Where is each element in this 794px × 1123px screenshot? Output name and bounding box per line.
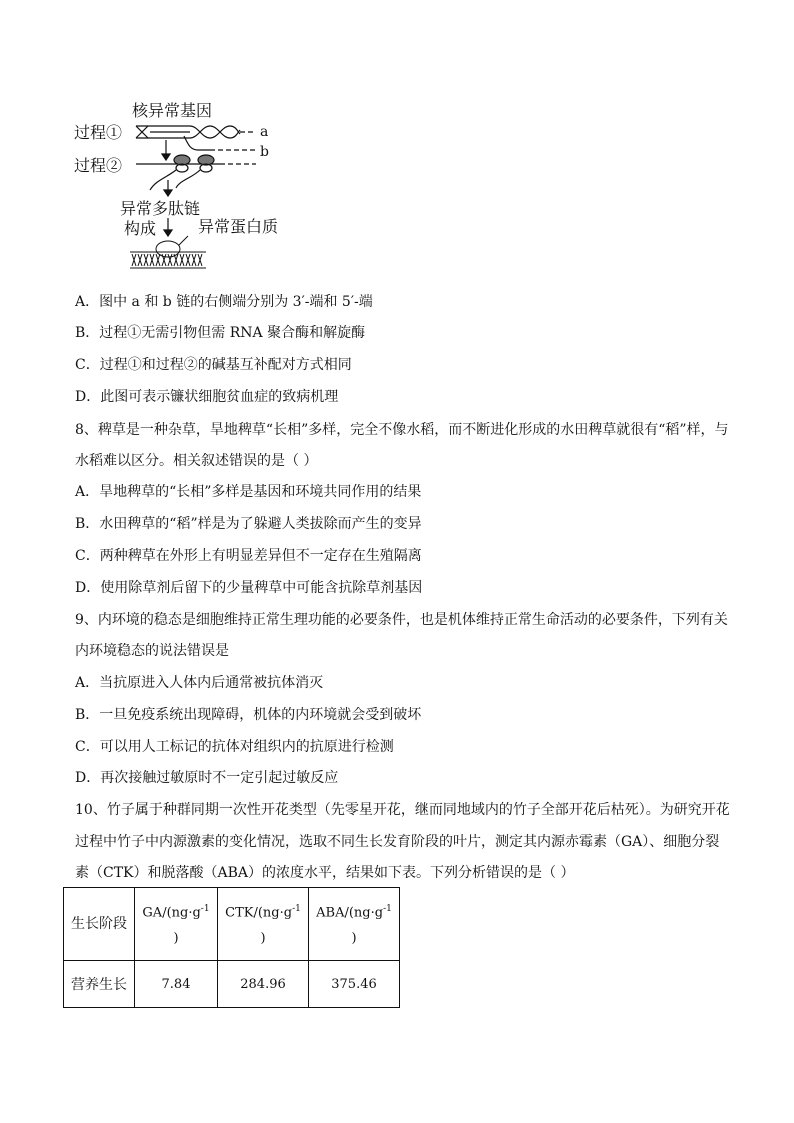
header-ctk [218, 888, 309, 961]
hormone-table [63, 887, 400, 1008]
q8-option-b: B．水田稗草的“稻”样是为了躲避人类拔除而产生的变异 [75, 516, 422, 532]
process1-label: 过程① [74, 123, 123, 142]
header-ga-text: GA/(ng·g [142, 905, 201, 921]
gene-expression-diagram [70, 98, 310, 278]
q7-option-c: C．过程①和过程②的碱基互补配对方式相同 [75, 357, 352, 373]
arrow-down-icon [162, 140, 170, 160]
header-ctk-close: ) [260, 931, 266, 947]
header-ctk-text: CTK/(ng·g [225, 905, 293, 921]
header-ga [135, 888, 218, 961]
q7-option-b: B．过程①无需引物但需 RNA 聚合酶和解旋酶 [75, 325, 366, 341]
header-aba-sup: -1 [383, 903, 392, 914]
q9-stem-line1: 9、内环境的稳态是细胞维持正常生理功能的必要条件，也是机体维持正常生命活动的必要条件，下列有关 [75, 612, 728, 628]
header-aba-close: ) [351, 931, 357, 947]
ribosome-icon [136, 155, 256, 190]
q8-option-d: D．使用除草剂后留下的少量稗草中可能含抗除草剂基因 [75, 580, 423, 596]
cell-aba: 375.46 [309, 961, 400, 1008]
strand-b-label: b [260, 144, 269, 160]
table-row [64, 961, 400, 1008]
q9-option-c: C．可以用人工标记的抗体对组织内的抗原进行检测 [75, 739, 394, 755]
strand-a-label: a [260, 124, 269, 140]
table-header-row [64, 888, 400, 961]
q10-stem-line3: 素（CTK）和脱落酸（ABA）的浓度水平，结果如下表。下列分析错误的是（ ） [75, 865, 575, 881]
process2-label: 过程② [74, 156, 123, 175]
cell-ctk: 284.96 [218, 961, 309, 1008]
gene-expression-figure [70, 98, 310, 278]
header-aba [309, 888, 400, 961]
header-aba-text: ABA/(ng·g [316, 905, 384, 921]
figure-title: 核异常基因 [132, 101, 213, 120]
q9-option-a: A．当抗原进入人体内后通常被抗体消灭 [75, 675, 324, 691]
q9-option-d: D．再次接触过敏原时不一定引起过敏反应 [75, 770, 339, 786]
q10-stem-line1: 10、竹子属于种群同期一次性开花类型（先零星开花，继而同地域内的竹子全部开花后枯死）。为研究开花 [75, 802, 730, 818]
cell-stage: 营养生长 [64, 961, 135, 1008]
dna-helix-icon [136, 126, 256, 150]
protein-label: 异常蛋白质 [198, 217, 279, 236]
q8-stem-line1: 8、稗草是一种杂草，旱地稗草“长相”多样，完全不像水稻，而不断进化形成的水田稗草就很有“稻”样，与 [75, 422, 729, 438]
q10-stem-line2: 过程中竹子中内源激素的变化情况，选取不同生长发育阶段的叶片，测定其内源赤霉素（GA）、细胞分裂 [75, 834, 720, 850]
q7-option-d: D．此图可表示镰状细胞贫血症的致病机理 [75, 389, 339, 405]
q9-option-b: B．一旦免疫系统出现障碍，机体的内环境就会受到破坏 [75, 707, 422, 723]
q9-stem-line2: 内环境稳态的说法错误是 [75, 643, 229, 659]
header-growth-stage: 生长阶段 [64, 888, 135, 961]
q7-option-a: A．图中 a 和 b 链的右侧端分别为 3′-端和 5′-端 [75, 294, 373, 310]
q8-option-c: C．两种稗草在外形上有明显差异但不一定存在生殖隔离 [75, 548, 422, 564]
cell-membrane-icon [130, 236, 206, 268]
header-ga-sup: -1 [200, 903, 210, 914]
q8-option-a: A．旱地稗草的“长相”多样是基因和环境共同作用的结果 [75, 484, 422, 500]
arrow-down-icon [164, 218, 172, 236]
polypeptide-label: 异常多肽链 [120, 199, 201, 218]
forms-label: 构成 [124, 219, 157, 238]
arrow-down-icon [164, 180, 172, 196]
header-ga-close: ) [173, 931, 179, 947]
q8-stem-line2: 水稻难以区分。相关叙述错误的是（ ） [75, 453, 318, 469]
cell-ga: 7.84 [135, 961, 218, 1008]
header-ctk-sup: -1 [292, 903, 301, 914]
